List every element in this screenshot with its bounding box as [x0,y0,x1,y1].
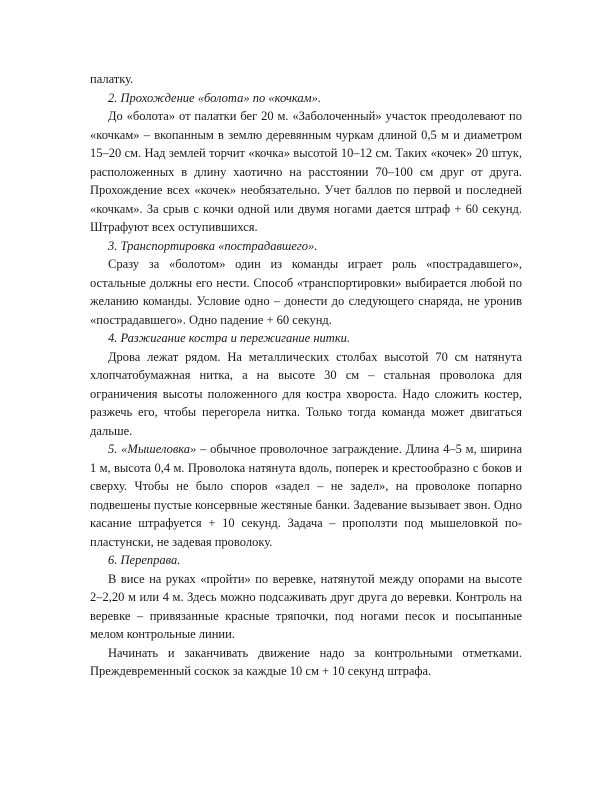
paragraph-final: Начинать и заканчивать движение надо за контрольными отметками. Преждевременный соскок за каждые 10 см + 10 секунд штрафа. [90,645,522,678]
paragraph-crossing: В висе на руках «пройти» по веревке, натянутой между опорами на высоте 2–2,20 м или 4 м. Здесь можно подсаживать друг друга до веревки. Контроль на веревке – привязанные красные тряпочки, под ногами песок и посыпанные мелом контрольные линии. [90,571,522,641]
page-content [90,70,522,681]
paragraph-fire: Дрова лежат рядом. На металлических столбах высотой 70 см натянута хлопчатобумажная нитка, а на высоте 30 см – стальная проволока для ограничения высоты положенного для костра хвороста. Надо сложить костер, разжечь его, чтобы перегорела нитка. Только тогда команда может двигаться дальше. [90,349,522,438]
paragraph-mousetrap-body: – обычное проволочное заграждение. Длина 4–5 м, ширина 1 м, высота 0,4 м. Проволока натянута вдоль, поперек и крестообразно с боков и сверху. Чтобы не было споров «задел – не задел», на проволоке попарно подвешены пустые консервные жестяные банки. Задевание вызывает звон. Одно касание штрафуется + 10 секунд. Задача – проползти под мышеловкой по-пластунски, не задевая проволоку. [90,442,523,549]
section-heading-mousetrap: 5. «Мышеловка» [108,442,197,456]
section-heading-transport: 3. Транспортировка «пострадавшего». [108,238,318,253]
paragraph-transport: Сразу за «болотом» один из команды играет роль «пострадавшего», остальные должны его нести. Способ «транспортировки» выбирается любой по желанию команды. Условие одно – донести до следующего снаряда, не уронив «пострадавшего». Одно падение + 60 секунд. [90,257,522,327]
section-heading-crossing: 6. Переправа. [108,553,181,567]
paragraph-continuation: палатку. [90,72,134,86]
section-heading-fire: 4. Разжигание костра и пережигание нитки. [108,331,351,345]
paragraph-mousetrap [90,440,522,551]
section-heading-swamp: 2. Прохождение «болота» по «кочкам». [108,90,321,105]
paragraph-swamp: До «болота» от палатки бег 20 м. «Заболоченный» участок преодолевают по «кочкам» – вкопанным в землю деревянным чуркам длиной 0,5 м и диаметром 15–20 см. Над землей торчит «кочка» высотой 10–12 см. Таких «кочек» 20 штук, расположенных в длину хаотично на расстоянии 70–100 см друг от друга. Прохождение всех «кочек» необязательно. Учет баллов по первой и последней «кочкам». За срыв с кочки одной или двумя ногами дается штраф + 60 секунд. Штрафуют всех оступившихся. [90,109,522,234]
